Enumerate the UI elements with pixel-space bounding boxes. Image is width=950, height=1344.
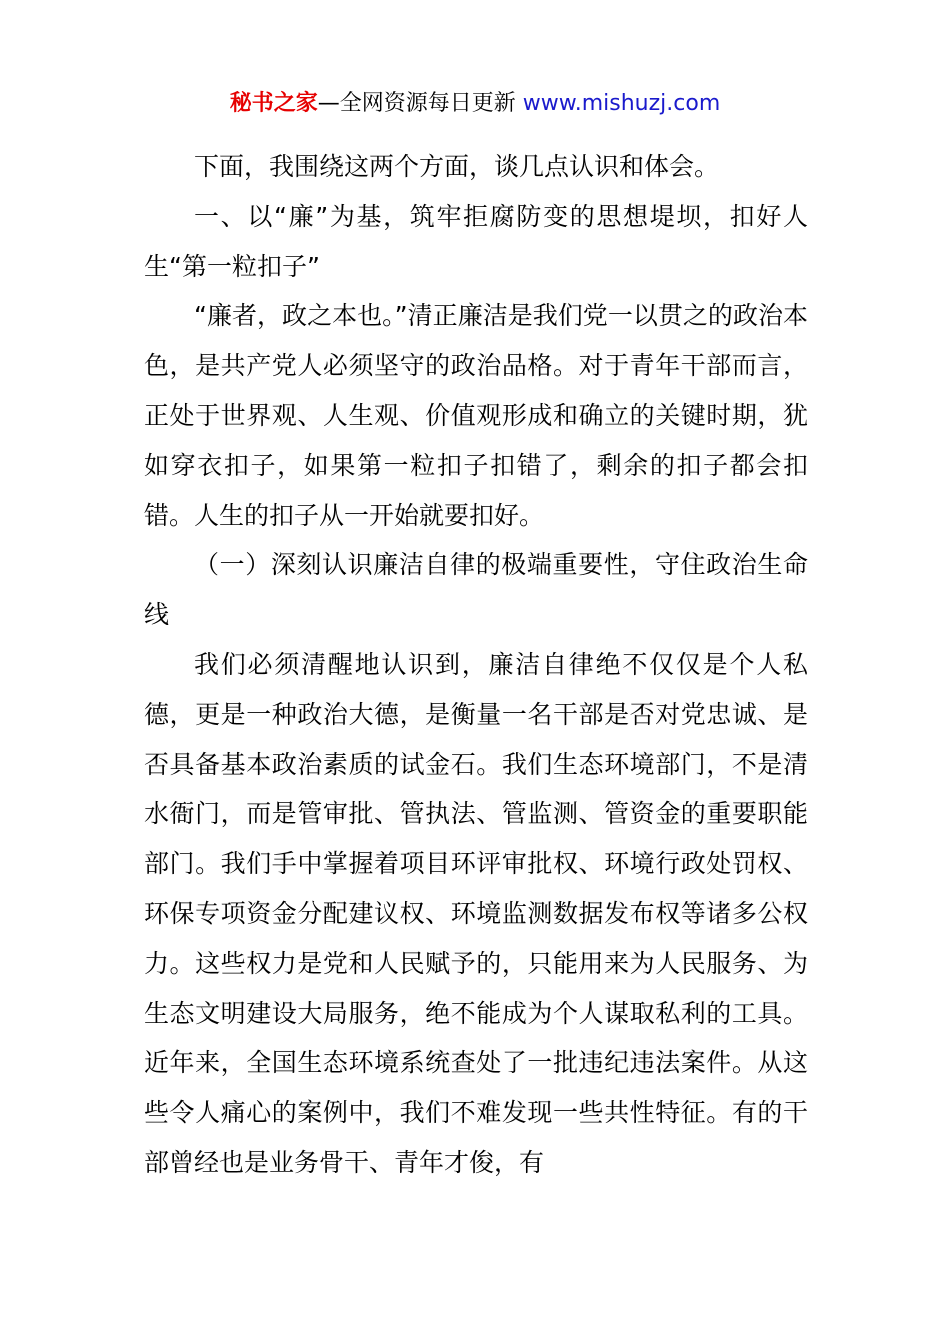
document-body [144, 142, 808, 1188]
paragraph: “廉者，政之本也。”清正廉洁是我们党一以贯之的政治本色，是共产党人必须坚守的政治品格。对于青年干部而言，正处于世界观、人生观、价值观形成和确立的关键时期，犹如穿衣扣子，如果第一粒扣子扣错了，剩余的扣子都会扣错。人生的扣子从一开始就要扣好。 [144, 301, 808, 530]
page-header [0, 86, 950, 122]
section-heading-1: 一、以“廉”为基，筑牢拒腐防变的思想堤坝，扣好人生“第一粒扣子” [144, 201, 808, 281]
header-slogan: —全网资源每日更新 [317, 91, 516, 116]
paragraph: 我们必须清醒地认识到，廉洁自律绝不仅仅是个人私德，更是一种政治大德，是衡量一名干部是否对党忠诚、是否具备基本政治素质的试金石。我们生态环境部门，不是清水衙门，而是管审批、管执法、管监测、管资金的重要职能部门。我们手中掌握着项目环评审批权、环境行政处罚权、环保专项资金分配建议权、环境监测数据发布权等诸多公权力。这些权力是党和人民赋予的，只能用来为人民服务、为生态文明建设大局服务，绝不能成为个人谋取私利的工具。近年来，全国生态环境系统查处了一批违纪违法案件。从这些令人痛心的案例中，我们不难发现一些共性特征。有的干部曾经也是业务骨干、青年才俊，有 [144, 649, 808, 1177]
paragraph-intro: 下面，我围绕这两个方面，谈几点认识和体会。 [194, 152, 720, 181]
site-link[interactable]: www.mishuzj.com [522, 91, 721, 116]
subsection-heading-1: （一）深刻认识廉洁自律的极端重要性，守住政治生命线 [144, 550, 808, 630]
brand-name: 秘书之家 [229, 91, 318, 116]
